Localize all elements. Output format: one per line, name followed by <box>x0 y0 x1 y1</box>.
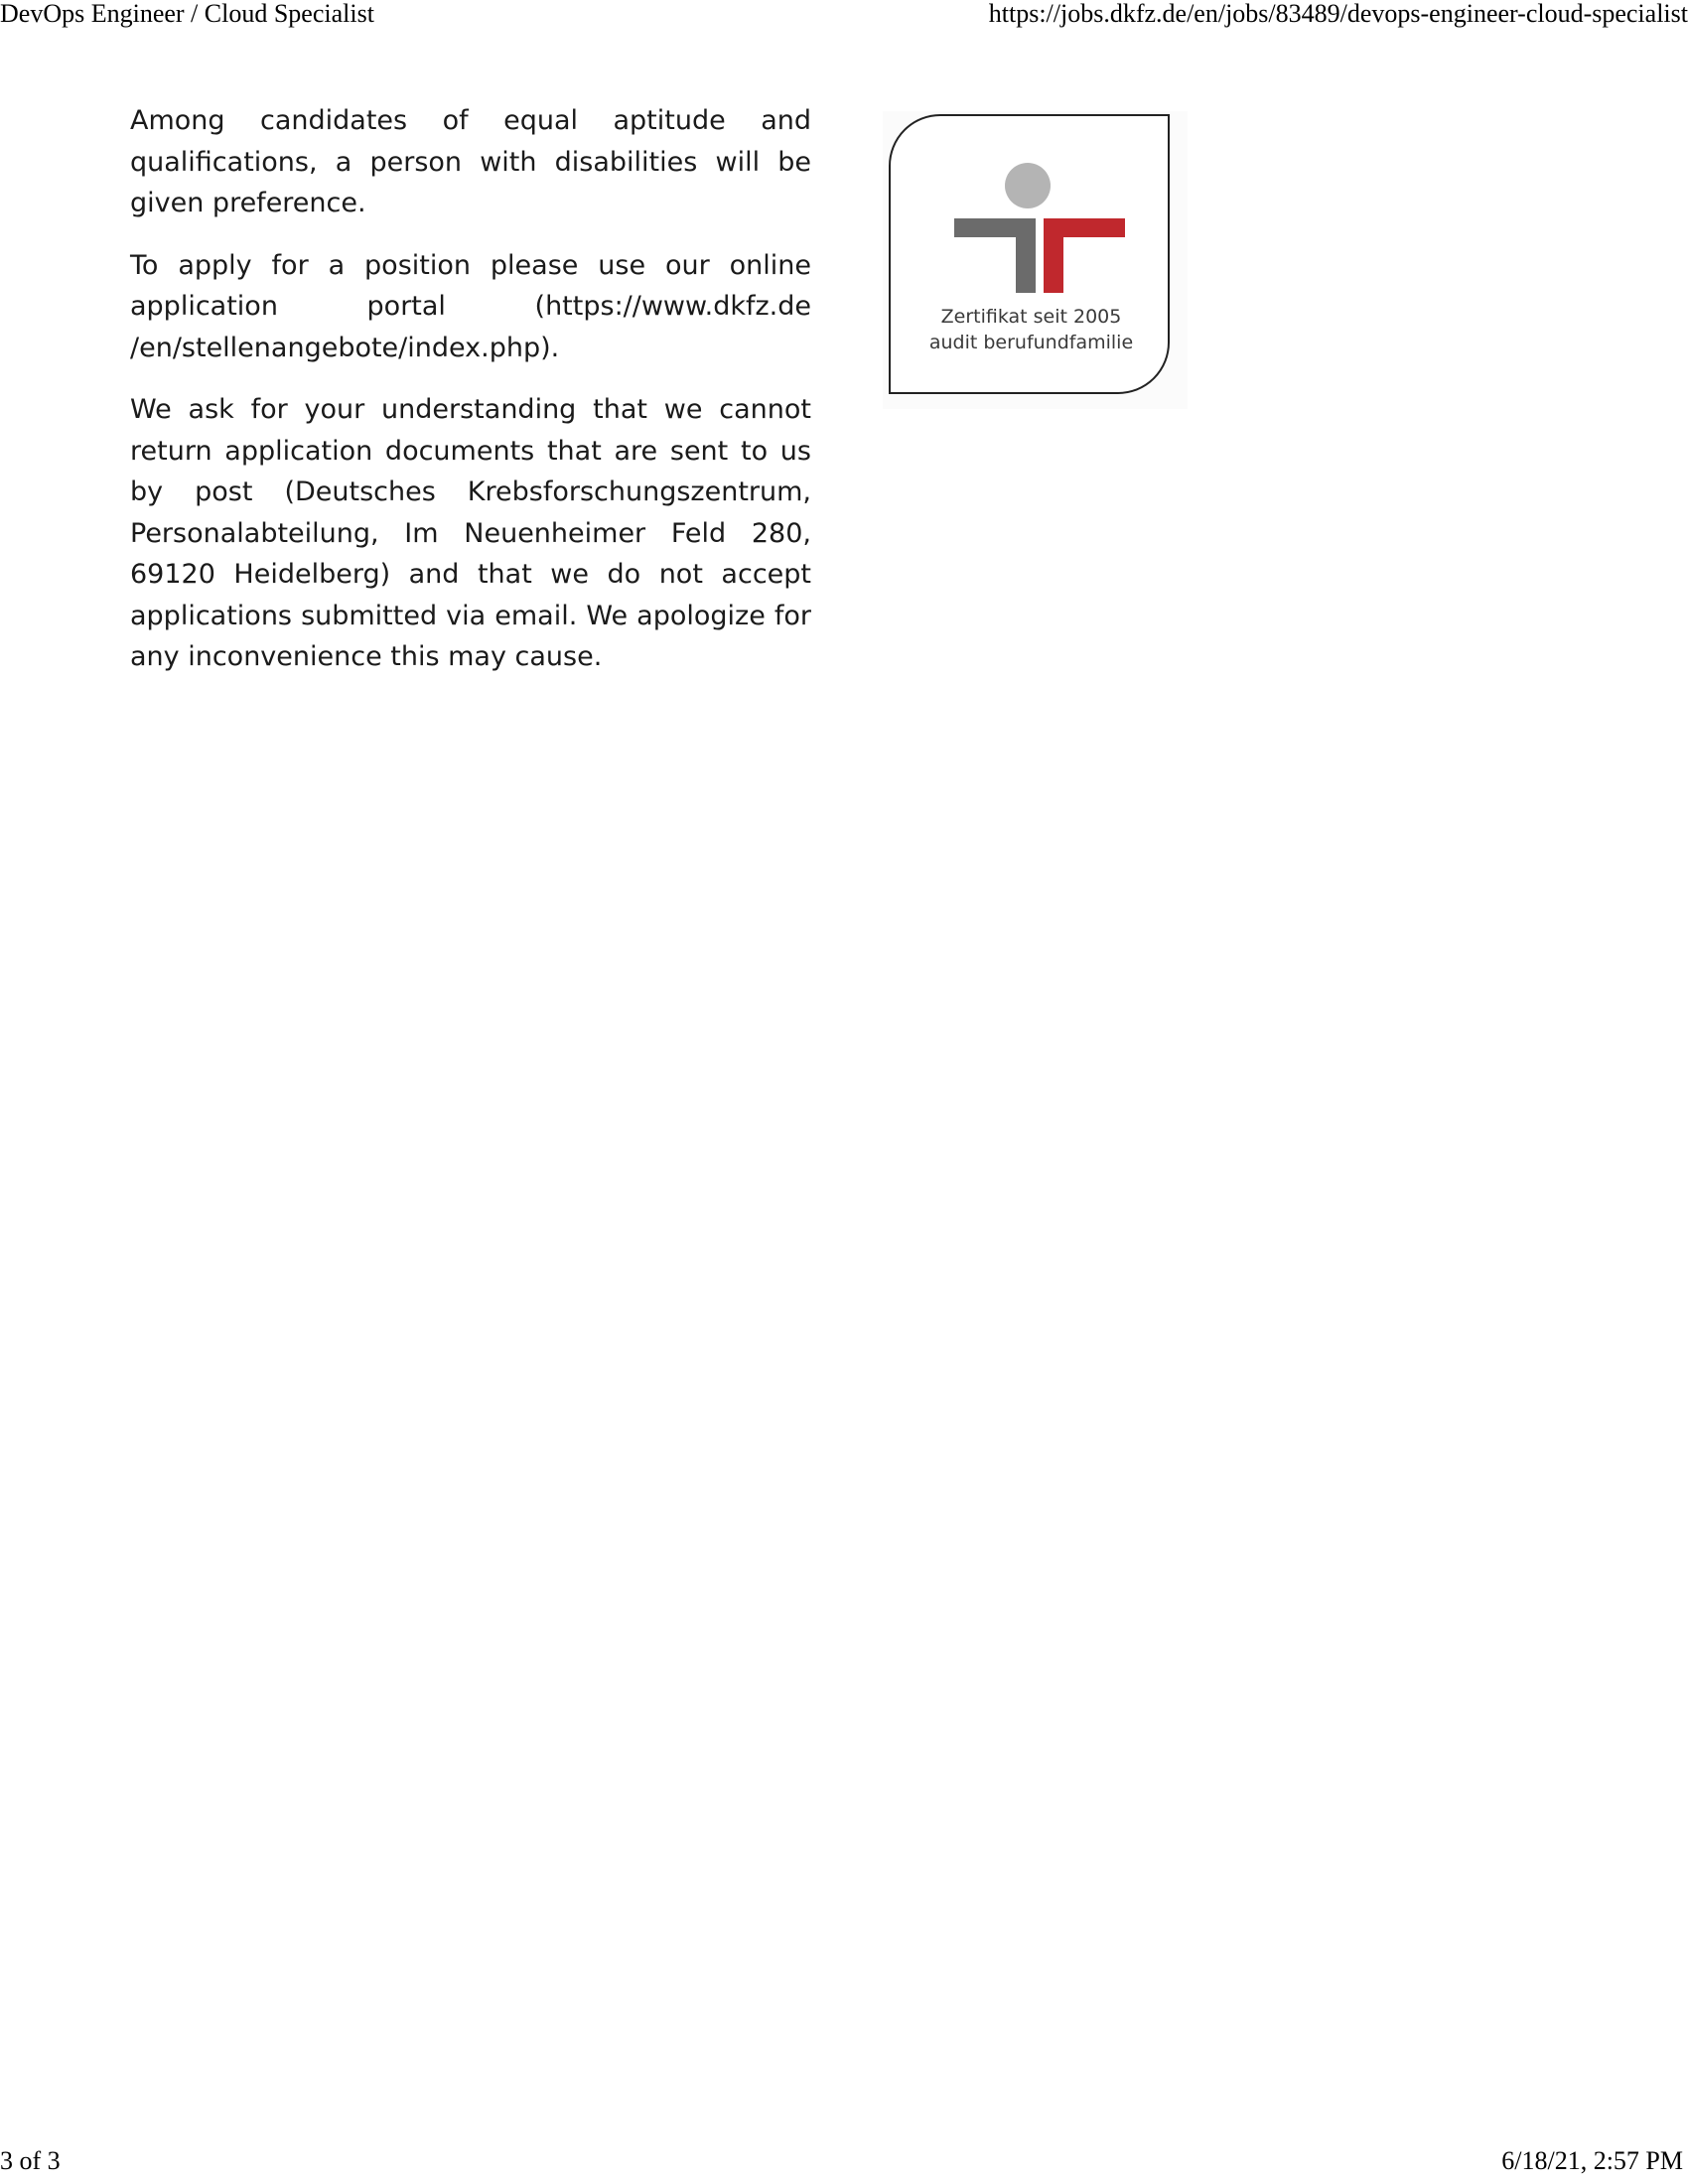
print-header-url: https://jobs.dkfz.de/en/jobs/83489/devops-engineer-cloud-specialist <box>988 0 1688 28</box>
logo-brand-text <box>891 334 1172 352</box>
paragraph-postal-applications: We ask for your understanding that we cannot return application documents that are sent to us by post (Deutsches Krebsforschungszentrum, Personalabteilung, Im Neuenheimer Feld 280, 69120 Heidelberg) and that we do not accept applications submitted via email. We apologize for any inconvenience this may cause. <box>130 394 811 672</box>
logo-figure-icon <box>891 116 1172 396</box>
paragraph-application-portal: To apply for a position please use our online application portal (https://www.dkfz.de /en/stellenangebote/index.php). <box>130 249 811 363</box>
print-footer-datetime: 6/18/21, 2:57 PM <box>1501 2146 1683 2175</box>
print-footer-page: 3 of 3 <box>0 2146 61 2175</box>
main-content <box>130 100 811 699</box>
logo-frame <box>889 114 1170 394</box>
logo-brand-line: audit berufundfamilie <box>928 332 1134 353</box>
paragraph-disability-preference: Among candidates of equal aptitude and qualifications, a person with disabilities will be given preference. <box>130 105 811 218</box>
print-header-title: DevOps Engineer / Cloud Specialist <box>0 0 374 28</box>
logo-certificate-text: Zertifikat seit 2005 <box>940 306 1122 328</box>
audit-berufundfamilie-logo <box>883 111 1188 409</box>
